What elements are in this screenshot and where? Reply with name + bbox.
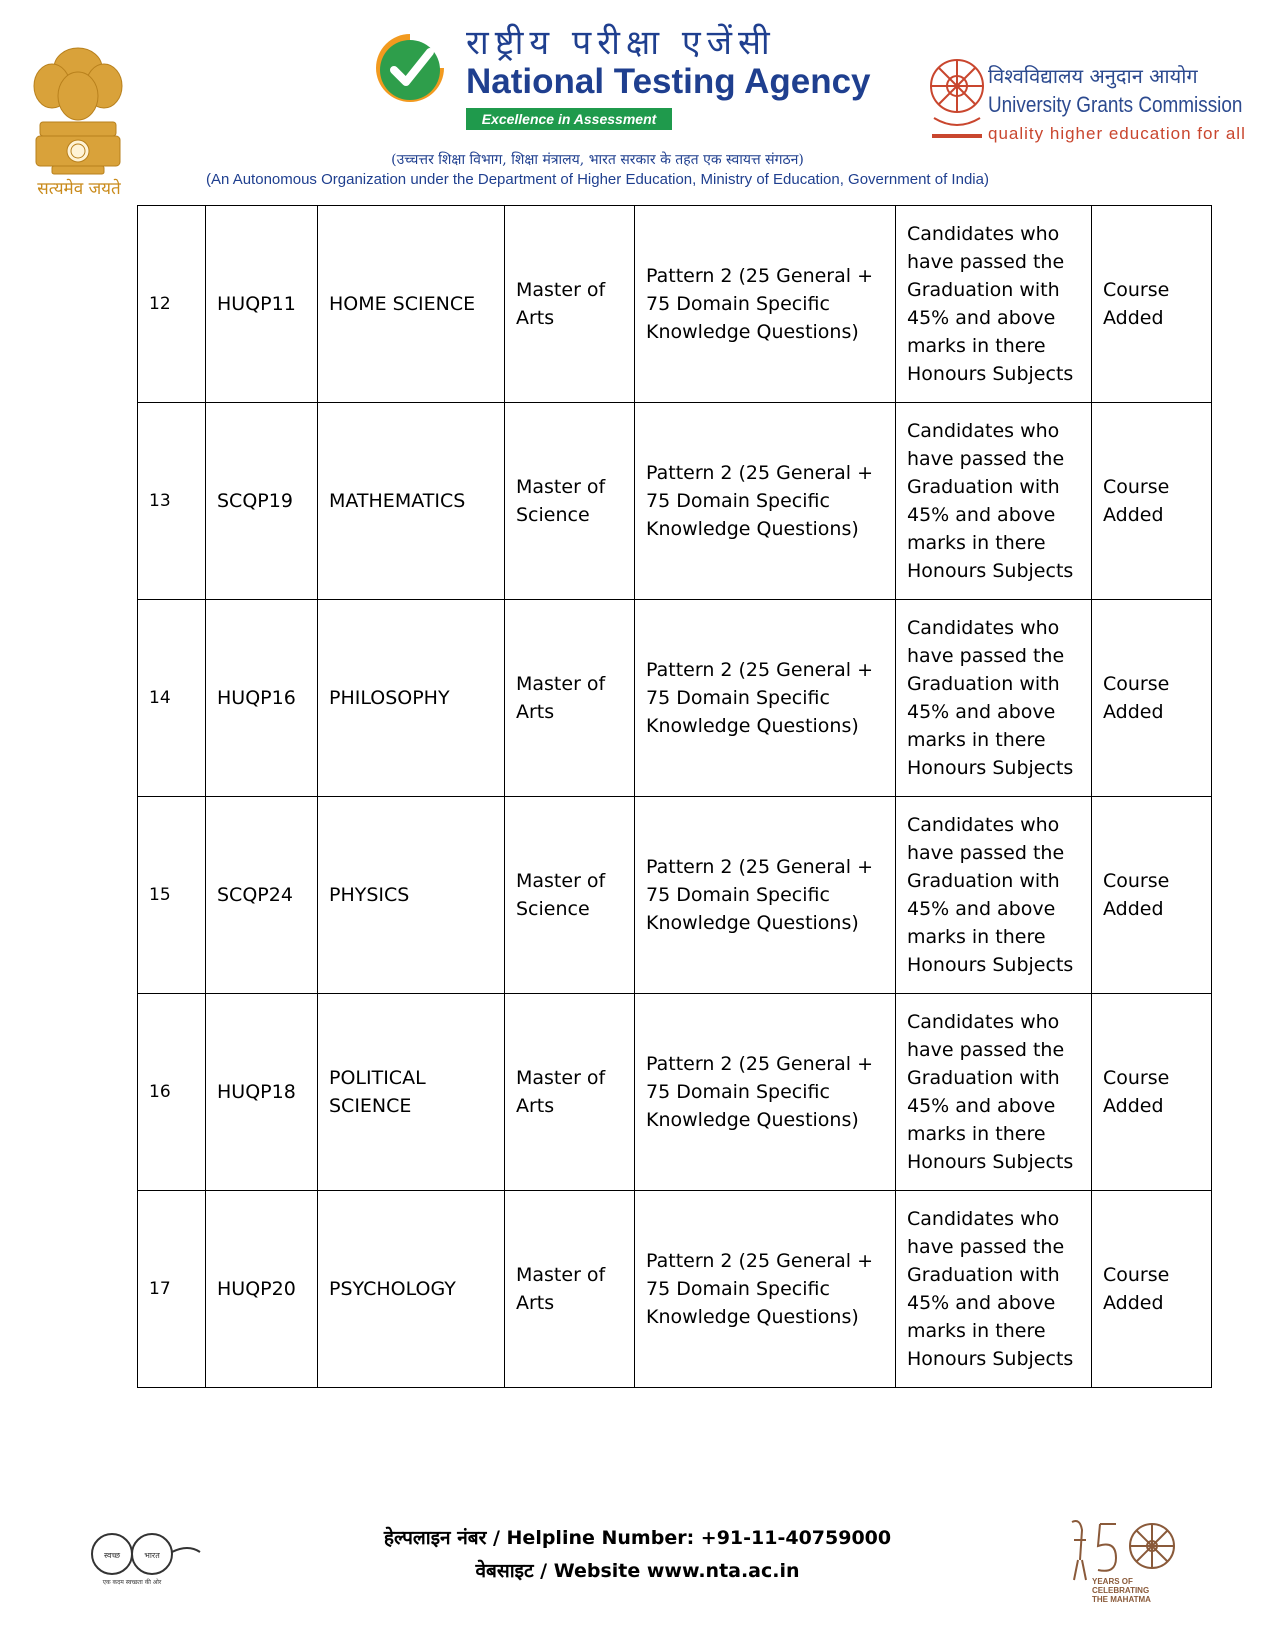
degree-cell: Master of Science [505, 403, 635, 600]
serial-number-cell: 17 [138, 1191, 206, 1388]
ugc-logo [924, 46, 990, 152]
emblem-motto: सत्यमेव जयते [37, 179, 121, 199]
table-row [138, 403, 1212, 600]
course-table [137, 205, 1212, 1388]
eligibility-cell: Candidates who have passed the Graduation with 45% and above marks in there Honours Subjects [896, 994, 1092, 1191]
pattern-cell: Pattern 2 (25 General + 75 Domain Specific Knowledge Questions) [635, 797, 896, 994]
paper-code-cell: SCQP19 [206, 403, 318, 600]
table-row [138, 1191, 1212, 1388]
swachh-right-text: भारत [144, 1551, 160, 1560]
ugc-hindi-title: विश्वविद्यालय अनुदान आयोग [988, 64, 1198, 88]
subject-cell: POLITICAL SCIENCE [318, 994, 505, 1191]
swachh-left-text: स्वच्छ [103, 1551, 121, 1560]
ugc-tagline: quality higher education for all [988, 124, 1246, 143]
serial-number-cell: 14 [138, 600, 206, 797]
gandhi-celebrating-text: CELEBRATING [1092, 1586, 1150, 1595]
website-link: वेबसाइट / Website www.nta.ac.in [475, 1560, 800, 1582]
remarks-cell: Course Added [1092, 206, 1212, 403]
subject-cell: HOME SCIENCE [318, 206, 505, 403]
pattern-cell: Pattern 2 (25 General + 75 Domain Specific Knowledge Questions) [635, 206, 896, 403]
table-row [138, 206, 1212, 403]
swachh-caption: एक कदम स्वच्छता की ओर [102, 1579, 162, 1586]
pattern-cell: Pattern 2 (25 General + 75 Domain Specific Knowledge Questions) [635, 994, 896, 1191]
degree-cell: Master of Arts [505, 1191, 635, 1388]
pattern-cell: Pattern 2 (25 General + 75 Domain Specific Knowledge Questions) [635, 403, 896, 600]
serial-number-cell: 12 [138, 206, 206, 403]
eligibility-cell: Candidates who have passed the Graduation with 45% and above marks in there Honours Subjects [896, 797, 1092, 994]
organization-subtitle-english: (An Autonomous Organization under the Department of Higher Education, Ministry of Education, Government of India) [206, 171, 989, 188]
eligibility-cell: Candidates who have passed the Graduation with 45% and above marks in there Honours Subjects [896, 206, 1092, 403]
subject-cell: PHYSICS [318, 797, 505, 994]
table-row [138, 600, 1212, 797]
degree-cell: Master of Arts [505, 994, 635, 1191]
ugc-english-title: University Grants Commission [988, 92, 1243, 117]
paper-code-cell: HUQP18 [206, 994, 318, 1191]
paper-code-cell: SCQP24 [206, 797, 318, 994]
gandhi-150-logo [1060, 1510, 1190, 1606]
nta-english-title: National Testing Agency [466, 62, 871, 101]
subject-cell: PSYCHOLOGY [318, 1191, 505, 1388]
table-row [138, 994, 1212, 1191]
remarks-cell: Course Added [1092, 994, 1212, 1191]
serial-number-cell: 15 [138, 797, 206, 994]
degree-cell: Master of Arts [505, 600, 635, 797]
remarks-cell: Course Added [1092, 403, 1212, 600]
helpline-number: हेल्पलाइन नंबर / Helpline Number: +91-11-40759000 [383, 1527, 892, 1549]
paper-code-cell: HUQP20 [206, 1191, 318, 1388]
degree-cell: Master of Arts [505, 206, 635, 403]
subject-cell: MATHEMATICS [318, 403, 505, 600]
remarks-cell: Course Added [1092, 600, 1212, 797]
serial-number-cell: 13 [138, 403, 206, 600]
remarks-cell: Course Added [1092, 1191, 1212, 1388]
nta-logo [372, 30, 448, 106]
nta-hindi-title: राष्ट्रीय परीक्षा एजेंसी [466, 23, 776, 63]
nta-tagline: Excellence in Assessment [466, 108, 672, 130]
serial-number-cell: 16 [138, 994, 206, 1191]
degree-cell: Master of Science [505, 797, 635, 994]
eligibility-cell: Candidates who have passed the Graduation with 45% and above marks in there Honours Subjects [896, 1191, 1092, 1388]
eligibility-cell: Candidates who have passed the Graduation with 45% and above marks in there Honours Subjects [896, 403, 1092, 600]
organization-subtitle-hindi: (उच्चत्तर शिक्षा विभाग, शिक्षा मंत्रालय, भारत सरकार के तहत एक स्वायत्त संगठन) [391, 152, 804, 168]
gandhi-years-text: YEARS OF [1092, 1577, 1133, 1586]
paper-code-cell: HUQP11 [206, 206, 318, 403]
paper-code-cell: HUQP16 [206, 600, 318, 797]
subject-cell: PHILOSOPHY [318, 600, 505, 797]
pattern-cell: Pattern 2 (25 General + 75 Domain Specific Knowledge Questions) [635, 1191, 896, 1388]
gandhi-mahatma-text: THE MAHATMA [1092, 1595, 1151, 1604]
eligibility-cell: Candidates who have passed the Graduation with 45% and above marks in there Honours Subjects [896, 600, 1092, 797]
pattern-cell: Pattern 2 (25 General + 75 Domain Specific Knowledge Questions) [635, 600, 896, 797]
remarks-cell: Course Added [1092, 797, 1212, 994]
table-row [138, 797, 1212, 994]
